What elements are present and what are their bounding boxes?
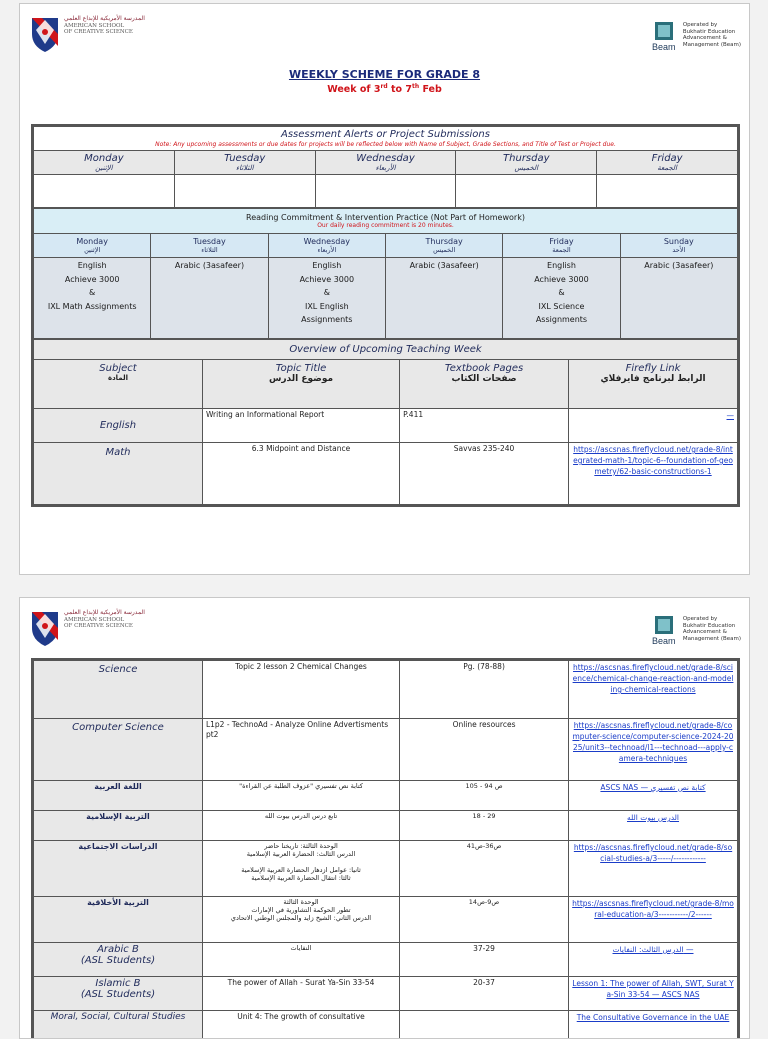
reading-line: Arabic (3asafeer) bbox=[389, 259, 499, 273]
table-row bbox=[34, 943, 738, 977]
subject-cell: اللغة العربية bbox=[34, 781, 203, 811]
table-row bbox=[34, 719, 738, 781]
pages-cell: 37-29 bbox=[400, 943, 569, 977]
subject-cell: Arabic B (ASL Students) bbox=[34, 943, 203, 977]
assess-cell bbox=[174, 175, 315, 208]
reading-title: Reading Commitment & Intervention Practice (Not Part of Homework) bbox=[36, 213, 735, 222]
school-english-name: AMERICAN SCHOOL OF CREATIVE SCIENCE bbox=[64, 23, 134, 36]
reading-day-sunday bbox=[620, 234, 737, 258]
header-en: Textbook Pages bbox=[402, 363, 566, 374]
header-en: Topic Title bbox=[205, 363, 397, 374]
reading-cell-thursday bbox=[385, 258, 502, 339]
reading-cell-sunday bbox=[620, 258, 737, 339]
school-arabic-name: المدرسة الأمريكية للإبداع العلمي bbox=[64, 16, 145, 23]
pages-cell: 18 - 29 bbox=[400, 811, 569, 841]
header-topic bbox=[202, 360, 399, 409]
firefly-link[interactable]: Lesson 1: The power of Allah, SWT, Surat Ya-Sin 33-54 — ASCS NAS bbox=[569, 977, 738, 1011]
reading-line: & bbox=[506, 286, 616, 300]
table-row bbox=[34, 409, 738, 443]
operator-line3: Advancement & bbox=[683, 629, 741, 636]
pages-cell: ص9-ص14 bbox=[400, 897, 569, 943]
firefly-link[interactable]: الدرس بيوت الله bbox=[569, 811, 738, 841]
day-en: Friday bbox=[505, 237, 617, 246]
day-en: Thursday bbox=[388, 237, 500, 246]
school-logo bbox=[30, 16, 145, 54]
reading-day-monday bbox=[34, 234, 151, 258]
reading-day-friday bbox=[503, 234, 620, 258]
operator-line2: Bukhatir Education bbox=[683, 623, 741, 630]
day-ar: الجمعة bbox=[505, 246, 617, 254]
day-ar: الثلاثاء bbox=[177, 164, 313, 172]
reading-line: English bbox=[272, 259, 382, 273]
reading-line: English bbox=[506, 259, 616, 273]
firefly-link[interactable]: https://ascsnas.fireflycloud.net/grade-8/science/chemical-change-reaction-and-modeling-chemical-reactions bbox=[569, 661, 738, 719]
topic-cell: تابع درس الدرس بيوت الله bbox=[202, 811, 399, 841]
pages-cell: Savvas 235-240 bbox=[400, 443, 569, 505]
reading-line: IXL Science bbox=[506, 300, 616, 314]
document-title-block bbox=[20, 68, 749, 95]
operator-line2: Bukhatir Education bbox=[683, 29, 741, 36]
reading-line: Assignments bbox=[506, 313, 616, 327]
subject-cell: Math bbox=[34, 443, 203, 505]
pages-cell bbox=[400, 1011, 569, 1039]
assessment-note: Note: Any upcoming assessments or due dates for projects will be reflected below with Name of Subject, Grade Sections, and Title of Test or Project due. bbox=[34, 140, 738, 151]
topic-cell: The power of Allah - Surat Ya-Sin 33-54 bbox=[202, 977, 399, 1011]
school-english-name: AMERICAN SCHOOL OF CREATIVE SCIENCE bbox=[64, 617, 134, 630]
assessment-title: Assessment Alerts or Project Submissions bbox=[34, 127, 738, 141]
reading-line: IXL Math Assignments bbox=[37, 300, 147, 314]
reading-day-tuesday bbox=[151, 234, 268, 258]
firefly-link[interactable]: https://ascsnas.fireflycloud.net/grade-8/moral-education-a/3-----------/2------ bbox=[569, 897, 738, 943]
table-row bbox=[34, 977, 738, 1011]
firefly-link[interactable]: الدرس الثالث: النفايات — bbox=[569, 943, 738, 977]
school-crest-icon bbox=[30, 16, 60, 54]
topic-cell: L1p2 - TechnoAd - Analyze Online Advertisments pt2 bbox=[202, 719, 399, 781]
assessment-table bbox=[33, 126, 738, 208]
subject-cell: Computer Science bbox=[34, 719, 203, 781]
table-row bbox=[34, 897, 738, 943]
beam-logo-icon bbox=[652, 616, 680, 646]
week-range bbox=[20, 83, 749, 95]
topic-cell: Writing an Informational Report bbox=[202, 409, 399, 443]
topic-cell: الوحدة الثالثة تطور الحوكمة التشاورية في الإمارات الدرس الثاني: الشيخ زايد والمجلس الوطني الاتحادي bbox=[202, 897, 399, 943]
subject-cell: الدراسات الاجتماعية bbox=[34, 841, 203, 897]
reading-header bbox=[34, 209, 738, 234]
reading-cell-friday bbox=[503, 258, 620, 339]
overview-title: Overview of Upcoming Teaching Week bbox=[34, 340, 738, 360]
day-ar: الثلاثاء bbox=[153, 246, 265, 254]
operator-line4: Management (Beam) bbox=[683, 42, 741, 49]
header-link bbox=[569, 360, 738, 409]
subject-cell: Science bbox=[34, 661, 203, 719]
firefly-link[interactable]: https://ascsnas.fireflycloud.net/grade-8/computer-science/computer-science-2024-2025/unit3--technoad/l1---technoad---apply-camera-techniques bbox=[569, 719, 738, 781]
document-page-1 bbox=[19, 3, 750, 575]
week-suffix: Feb bbox=[419, 84, 442, 95]
subject-cell: English bbox=[34, 409, 203, 443]
reading-cell-monday bbox=[34, 258, 151, 339]
reading-line: & bbox=[272, 286, 382, 300]
reading-table bbox=[33, 208, 738, 339]
reading-line: English bbox=[37, 259, 147, 273]
operator-logo bbox=[652, 22, 741, 52]
header-ar: الرابط لبرنامج فايرفلاي bbox=[571, 374, 735, 384]
reading-note: Our daily reading commitment is 20 minutes. bbox=[36, 222, 735, 229]
day-en: Tuesday bbox=[177, 153, 313, 164]
day-ar: الأربعاء bbox=[318, 164, 454, 172]
day-en: Wednesday bbox=[271, 237, 383, 246]
beam-logo-icon bbox=[652, 22, 680, 52]
assess-day-tuesday bbox=[174, 151, 315, 175]
assess-day-thursday bbox=[456, 151, 597, 175]
topic-cell: "كتابة نص تفسيري "عزوف الطلبة عن القراءة bbox=[202, 781, 399, 811]
reading-line: & bbox=[37, 286, 147, 300]
assess-cell bbox=[34, 175, 175, 208]
reading-day-wednesday bbox=[268, 234, 385, 258]
subject-cell: Moral, Social, Cultural Studies bbox=[34, 1011, 203, 1039]
header-subject bbox=[34, 360, 203, 409]
week-sup2: th bbox=[412, 83, 419, 90]
reading-line: Arabic (3asafeer) bbox=[154, 259, 264, 273]
operator-line4: Management (Beam) bbox=[683, 636, 741, 643]
week-sup1: rd bbox=[380, 83, 387, 90]
assess-day-monday bbox=[34, 151, 175, 175]
reading-line: Achieve 3000 bbox=[506, 273, 616, 287]
reading-cell-wednesday bbox=[268, 258, 385, 339]
pages-cell: ص 94 - 105 bbox=[400, 781, 569, 811]
table-row bbox=[34, 781, 738, 811]
document-title: WEEKLY SCHEME FOR GRADE 8 bbox=[20, 68, 749, 81]
day-en: Friday bbox=[599, 153, 735, 164]
school-logo bbox=[30, 610, 145, 648]
day-ar: الخميس bbox=[458, 164, 594, 172]
scheme-frame bbox=[31, 124, 740, 507]
page-header bbox=[20, 598, 749, 656]
school-crest-icon bbox=[30, 610, 60, 648]
operator-line1: Operated by bbox=[683, 22, 741, 29]
header-en: Firefly Link bbox=[571, 363, 735, 374]
beam-word: Beam bbox=[652, 42, 676, 52]
day-ar: الجمعة bbox=[599, 164, 735, 172]
operator-logo bbox=[652, 616, 741, 646]
beam-word: Beam bbox=[652, 636, 676, 646]
day-en: Sunday bbox=[623, 237, 735, 246]
pages-cell: ص36-ص41 bbox=[400, 841, 569, 897]
subject-cell: Islamic B (ASL Students) bbox=[34, 977, 203, 1011]
header-ar: المادة bbox=[36, 374, 200, 382]
assess-day-friday bbox=[597, 151, 738, 175]
day-ar: الإثنين bbox=[36, 246, 148, 254]
topic-cell: Topic 2 lesson 2 Chemical Changes bbox=[202, 661, 399, 719]
reading-day-thursday bbox=[385, 234, 502, 258]
reading-line: IXL English bbox=[272, 300, 382, 314]
pages-cell: Online resources bbox=[400, 719, 569, 781]
day-ar: الخميس bbox=[388, 246, 500, 254]
day-ar: الأربعاء bbox=[271, 246, 383, 254]
page-header bbox=[20, 4, 749, 66]
firefly-link[interactable]: https://ascsnas.fireflycloud.net/grade-8/social-studies-a/3-----/------------ bbox=[569, 841, 738, 897]
day-en: Thursday bbox=[458, 153, 594, 164]
firefly-link[interactable]: The Consultative Governance in the UAE bbox=[569, 1011, 738, 1039]
school-arabic-name: المدرسة الأمريكية للإبداع العلمي bbox=[64, 610, 145, 617]
table-row bbox=[34, 661, 738, 719]
overview-table-continued bbox=[33, 660, 738, 1039]
operator-line1: Operated by bbox=[683, 616, 741, 623]
week-prefix: Week of 3 bbox=[327, 84, 380, 95]
topic-cell: 6.3 Midpoint and Distance bbox=[202, 443, 399, 505]
reading-cell-tuesday bbox=[151, 258, 268, 339]
header-ar: موضوع الدرس bbox=[205, 374, 397, 384]
reading-line: Arabic (3asafeer) bbox=[624, 259, 734, 273]
topic-cell: Unit 4: The growth of consultative bbox=[202, 1011, 399, 1039]
reading-line: Assignments bbox=[272, 313, 382, 327]
topic-cell: الوحدة الثالثة: تاريخنا حاضر الدرس الثالث: الحضارة العربية الإسلامية ثانيا: عوامل ازدهار الحضارة العربية الإسلامية ثالثا: انتقال الحضارة العربية الإسلامية bbox=[202, 841, 399, 897]
link-text[interactable]: — bbox=[727, 411, 735, 420]
pages-cell: 20-37 bbox=[400, 977, 569, 1011]
document-page-2 bbox=[19, 597, 750, 1039]
assess-cell bbox=[456, 175, 597, 208]
assess-day-wednesday bbox=[315, 151, 456, 175]
subject-cell: التربية الإسلامية bbox=[34, 811, 203, 841]
firefly-link[interactable]: ASCS NAS — كتابة نص تفسيري bbox=[569, 781, 738, 811]
day-ar: الإثنين bbox=[36, 164, 172, 172]
firefly-link[interactable] bbox=[569, 409, 738, 443]
assess-cell bbox=[315, 175, 456, 208]
reading-line: Achieve 3000 bbox=[272, 273, 382, 287]
pages-cell: P.411 bbox=[400, 409, 569, 443]
topic-cell: النفايات bbox=[202, 943, 399, 977]
subject-cell: التربية الأخلاقية bbox=[34, 897, 203, 943]
firefly-link[interactable]: https://ascsnas.fireflycloud.net/grade-8/integrated-math-1/topic-6--foundation-of-geometry/62-basic-constructions-1 bbox=[569, 443, 738, 505]
header-en: Subject bbox=[36, 363, 200, 374]
table-row bbox=[34, 841, 738, 897]
day-ar: الأحد bbox=[623, 246, 735, 254]
overview-table bbox=[33, 339, 738, 505]
table-row bbox=[34, 1011, 738, 1039]
header-ar: صفحات الكتاب bbox=[402, 374, 566, 384]
table-row bbox=[34, 811, 738, 841]
assess-cell bbox=[597, 175, 738, 208]
day-en: Monday bbox=[36, 237, 148, 246]
day-en: Monday bbox=[36, 153, 172, 164]
scheme-frame-continued bbox=[31, 658, 740, 1039]
day-en: Tuesday bbox=[153, 237, 265, 246]
operator-line3: Advancement & bbox=[683, 35, 741, 42]
week-mid: to 7 bbox=[388, 84, 412, 95]
header-pages bbox=[400, 360, 569, 409]
reading-line: Achieve 3000 bbox=[37, 273, 147, 287]
day-en: Wednesday bbox=[318, 153, 454, 164]
pages-cell: Pg. (78-88) bbox=[400, 661, 569, 719]
table-row bbox=[34, 443, 738, 505]
